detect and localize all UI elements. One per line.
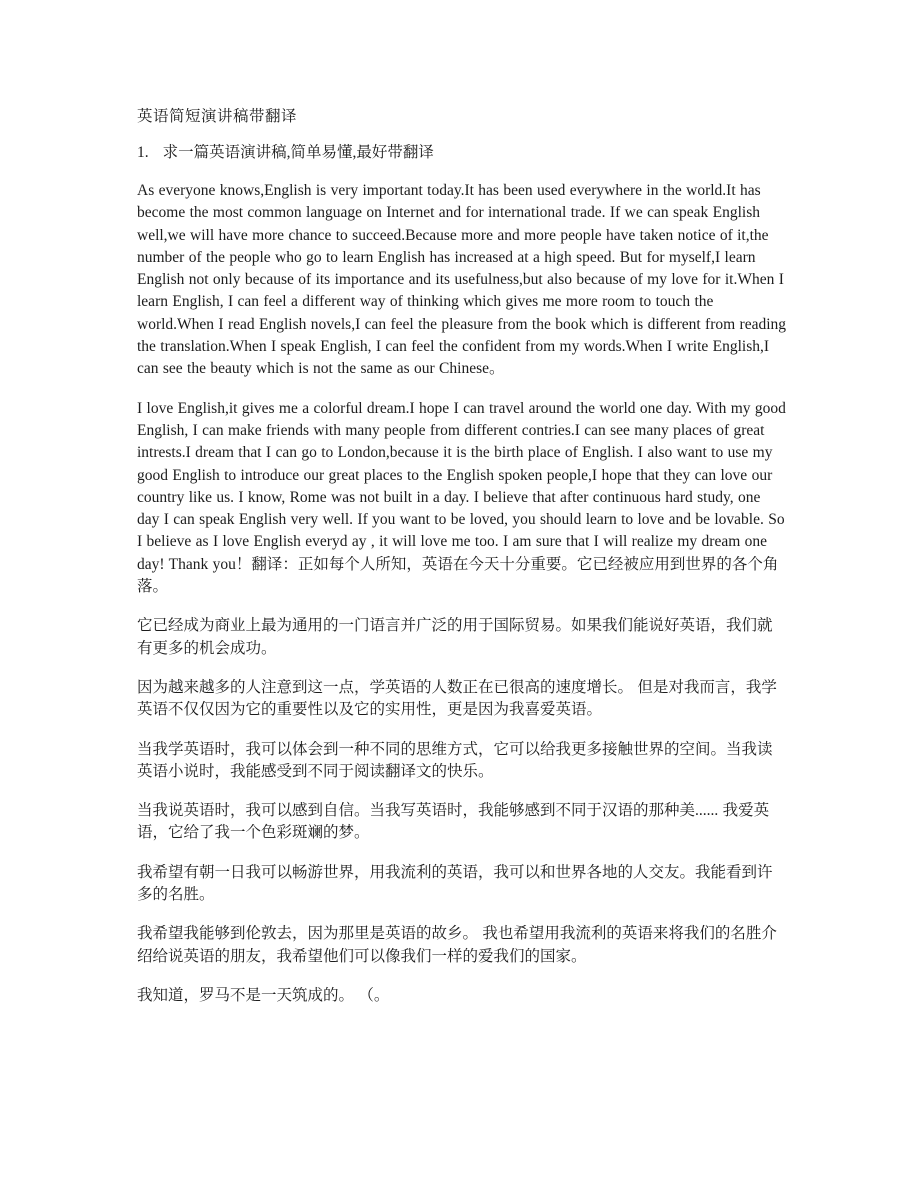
paragraph-translation-2: 因为越来越多的人注意到这一点，学英语的人数正在已很高的速度增长。 但是对我而言，我学英语不仅仅因为它的重要性以及它的实用性，更是因为我喜爱英语。: [137, 678, 777, 719]
question-text: 求一篇英语演讲稿,简单易懂,最好带翻译: [162, 144, 434, 161]
paragraph-translation-5: 我希望有朝一日我可以畅游世界，用我流利的英语，我可以和世界各地的人交友。我能看到许多的名胜。: [137, 863, 773, 904]
document-page: [137, 106, 787, 1024]
paragraph-english-speech-1: As everyone knows,English is very important today.It has been used everywhere in the world.It has become the most common language on Internet and for international trade. If we can speak English well,we will have more chance to succeed.Because more and more people have taken notice of it,the number of the people who go to learn English has increased at a high speed. But for myself,I learn English not only because of its importance and its usefulness,but also because of my love for it.When I learn English, I can feel a different way of thinking which gives me more room to touch the world.When I read English novels,I can feel the pleasure from the book which is different from reading the translation.When I speak English, I can feel the confident from my words.When I write English,I can see the beauty which is not the same as our Chinese。: [137, 182, 787, 378]
document-title: 英语简短演讲稿带翻译: [137, 108, 298, 125]
paragraph-translation-6: 我希望我能够到伦敦去，因为那里是英语的故乡。 我也希望用我流利的英语来将我们的名胜介绍给说英语的朋友，我希望他们可以像我们一样的爱我们的国家。: [137, 925, 777, 965]
question-number: 1.: [137, 144, 149, 161]
paragraph-translation-7: 我知道，罗马不是一天筑成的。 （。: [137, 986, 390, 1004]
paragraph-translation-3: 当我学英语时，我可以体会到一种不同的思维方式，它可以给我更多接触世界的空间。当我读英语小说时，我能感受到不同于阅读翻译文的快乐。: [137, 740, 773, 780]
question-heading: [137, 142, 787, 164]
paragraph-english-speech-2-with-translation-intro: I love English,it gives me a colorful dream.I hope I can travel around the world one day. With my good English, I can make friends with many people from different contries.I can see many places of great intrests.I dream that I can go to London,because it is the birth place of English. I also want to use my good English to introduce our great places to the English spoken people,I hope that they can love our country like us. I know, Rome was not built in a day. I believe that after continuous hard study, one day I can speak English very well. If you want to be loved, you should learn to love and be lovable. So I believe as I love English everyd ay , it will love me too. I am sure that I will realize my dream one day! Thank you！翻译：正如每个人所知，英语在今天十分重要。它已经被应用到世界的各个角落。: [137, 399, 786, 596]
paragraph-translation-4: 当我说英语时，我可以感到自信。当我写英语时，我能够感到不同于汉语的那种美...... 我爱英语，它给了我一个色彩斑斓的梦。: [137, 802, 770, 842]
paragraph-translation-1: 它已经成为商业上最为通用的一门语言并广泛的用于国际贸易。如果我们能说好英语，我们就有更多的机会成功。: [137, 617, 773, 657]
